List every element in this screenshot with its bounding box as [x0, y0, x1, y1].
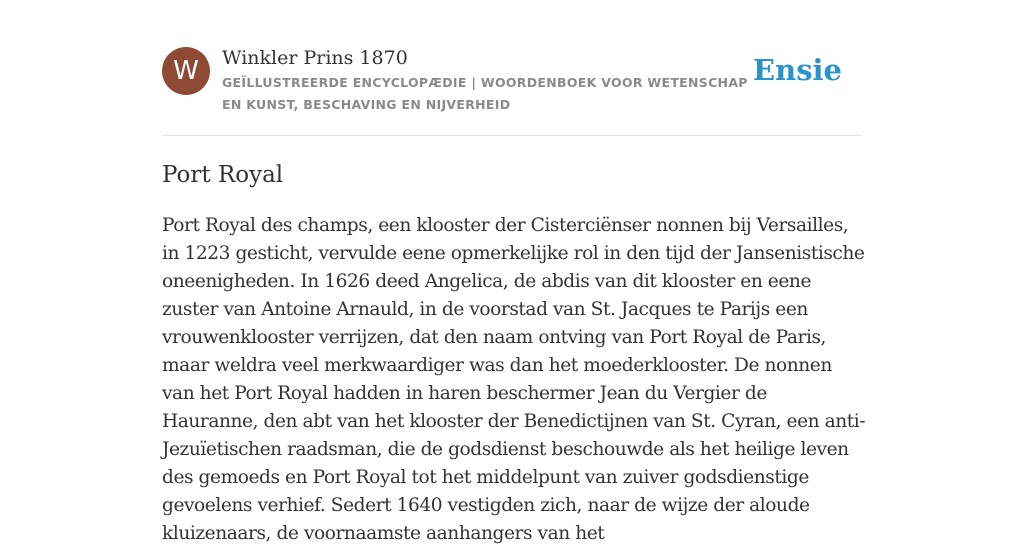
source-title[interactable]: Winkler Prins 1870 — [222, 47, 408, 69]
article-title: Port Royal — [162, 162, 284, 188]
avatar[interactable]: W — [162, 47, 210, 95]
ensie-logo-link[interactable]: Ensie — [753, 53, 842, 87]
article-body: Port Royal des champs, een klooster der Cisterciënser nonnen bij Versailles, in 1223 gesticht, vervulde eene opmerkelijke rol in den tijd der Jansenistische oneenigheden. In 1626 deed Angelica, de abdis van dit klooster en eene zuster van Antoine Arnauld, in de voorstad van St. Jacques te Parijs een vrouwenklooster verrijzen, dat den naam ontving van Port Royal de Paris, maar weldra veel merkwaardiger was dan het moederklooster. De nonnen van het Port Royal hadden in haren beschermer Jean du Vergier de Hauranne, den abt van het klooster der Benedictijnen van St. Cyran, een anti-Jezuïetischen raadsman, die de godsdienst beschouwde als het heilige leven des gemoeds en Port Royal tot het middelpunt van zuiver godsdienstige gevoelens verhief. Sedert 1640 vestigden zich, naar de wijze der aloude kluizenaars, de voornaamste aanhangers van het — [162, 215, 866, 544]
source-subtitle: GEÏLLUSTREERDE ENCYCLOPÆDIE | WOORDENBOEK VOOR WETENSCHAP EN KUNST, BESCHAVING EN NIJVERHEID — [222, 75, 748, 112]
divider — [162, 135, 862, 136]
source-header — [162, 46, 862, 136]
